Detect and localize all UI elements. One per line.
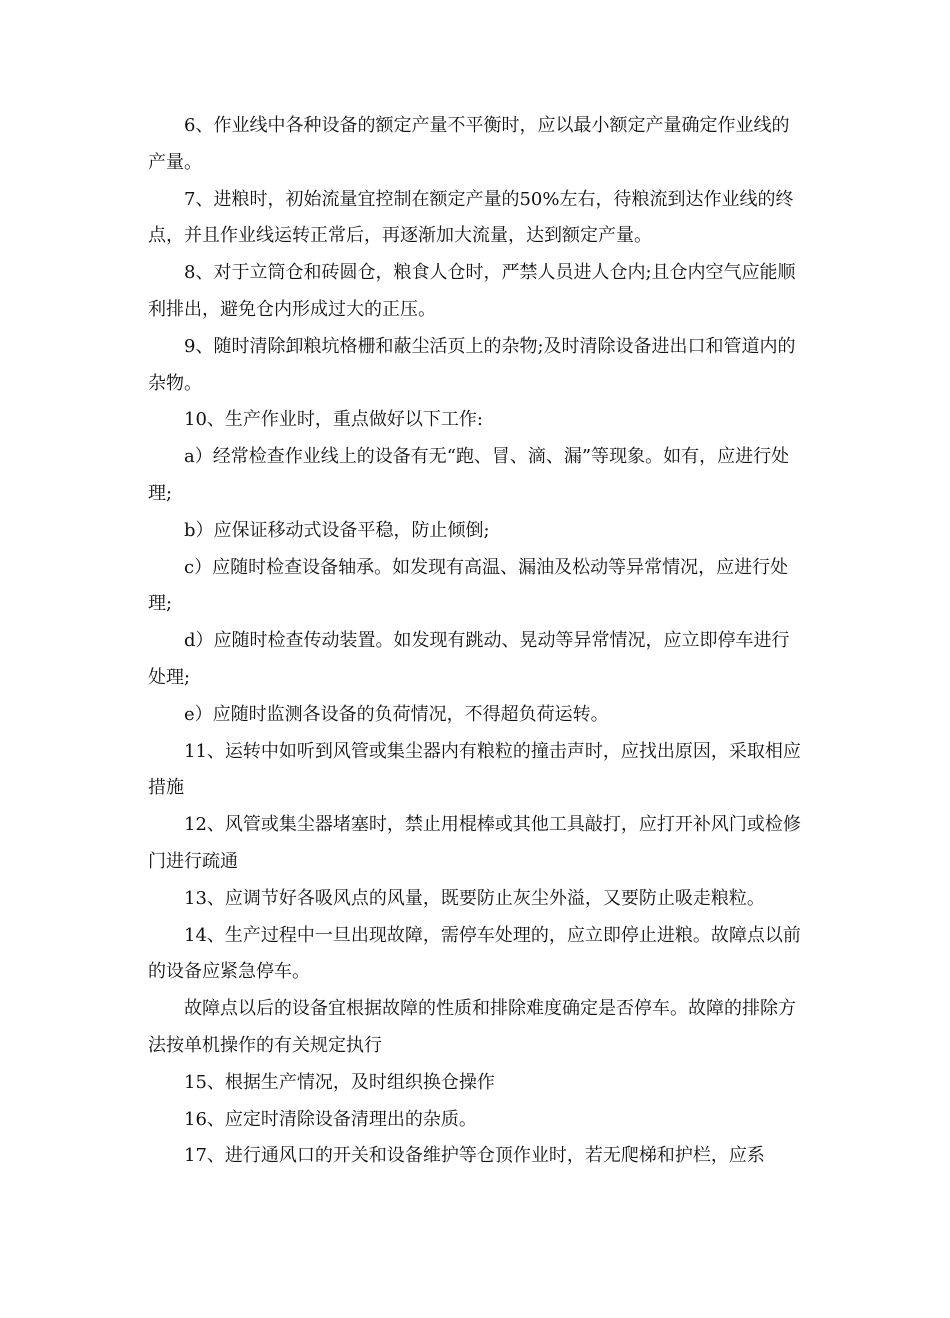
paragraph-subitem-e: e）应随时监测各设备的负荷情况，不得超负荷运转。: [184, 703, 609, 725]
paragraph-subitem-a: a）经常检查作业线上的设备有无“跑、冒、滴、漏”等现象。如有，应进行处理;: [148, 446, 790, 504]
paragraph-item-9: 9、随时清除卸粮坑格栅和蔽尘活页上的杂物;及时清除设备进出口和管道内的杂物。: [148, 335, 796, 394]
paragraph-item-10: 10、生产作业时，重点做好以下工作:: [184, 409, 483, 431]
paragraph-item-17: 17、进行通风口的开关和设备维护等仓顶作业时，若无爬梯和护栏，应系: [184, 1145, 765, 1167]
paragraph-item-12: 12、风管或集尘器堵塞时，禁止用棍棒或其他工具敲打，应打开补风门或检修门进行疏通: [148, 814, 801, 872]
paragraph-item-8: 8、对于立筒仓和砖圆仓，粮食人仓时，严禁人员进人仓内;且仓内空气应能顺利排出，避免仓内形成过大的正压。: [148, 262, 796, 320]
paragraph-item-6: 6、作业线中各种设备的额定产量不平衡时，应以最小额定产量确定作业线的产量。: [148, 115, 790, 173]
paragraph-item-7: 7、进粮时，初始流量宜控制在额定产量的50%左右，待粮流到达作业线的终点，并且作业线运转正常后，再逐渐加大流量，达到额定产量。: [148, 188, 794, 247]
body-text: [148, 108, 804, 1175]
paragraph-item-16: 16、应定时清除设备清理出的杂质。: [184, 1108, 477, 1130]
paragraph-item-13: 13、应调节好各吸风点的风量，既要防止灰尘外溢，又要防止吸走粮粒。: [184, 887, 765, 909]
paragraph-item-11: 11、运转中如听到风管或集尘器内有粮粒的撞击声时，应找出原因，采取相应措施: [148, 740, 801, 799]
paragraph-subitem-c: c）应随时检查设备轴承。如发现有高温、漏油及松动等异常情况，应进行处理;: [148, 556, 789, 615]
paragraph-subitem-d: d）应随时检查传动装置。如发现有跳动、晃动等异常情况，应立即停车进行处理;: [148, 630, 790, 688]
paragraph-subitem-b: b）应保证移动式设备平稳，防止倾倒;: [184, 519, 490, 541]
paragraph-item-14-continued: 故障点以后的设备宜根据故障的性质和排除难度确定是否停车。故障的排除方法按单机操作的有关规定执行: [148, 998, 796, 1056]
paragraph-item-14: 14、生产过程中一旦出现故障，需停车处理的，应立即停止进粮。故障点以前的设备应紧急停车。: [148, 924, 801, 983]
paragraph-item-15: 15、根据生产情况，及时组织换仓操作: [184, 1071, 495, 1093]
